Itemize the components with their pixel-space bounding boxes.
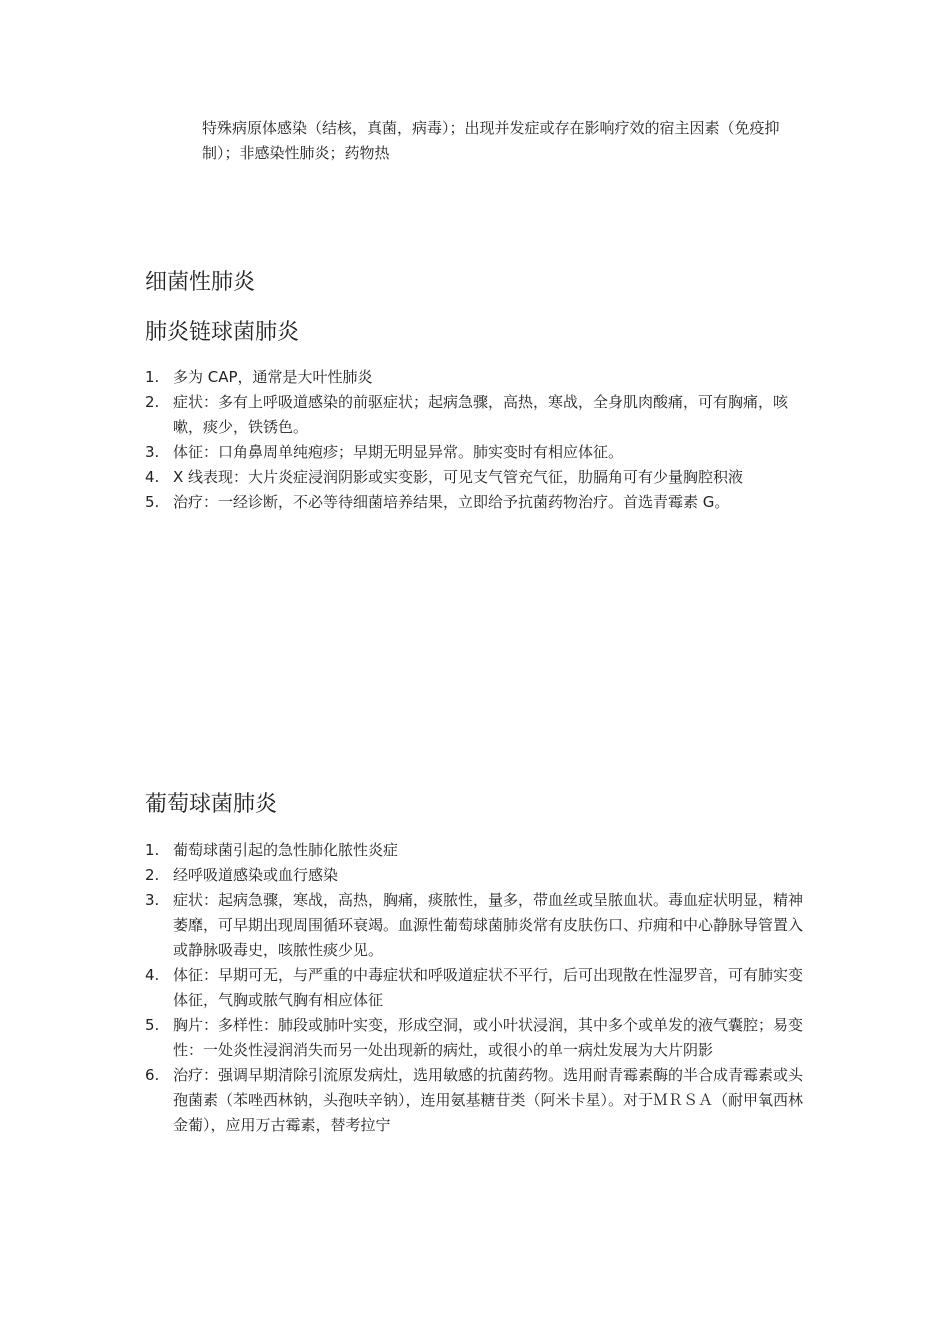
list-number: 4. xyxy=(145,966,160,984)
list-number: 5. xyxy=(145,493,160,511)
list-number: 1. xyxy=(145,841,160,859)
list-number: 4. xyxy=(145,468,160,486)
list-item xyxy=(145,838,810,863)
list-text: X 线表现：大片炎症浸润阴影或实变影，可见支气管充气征，肋膈角可有少量胸腔积液 xyxy=(173,468,744,486)
list-text: 多为 CAP，通常是大叶性肺炎 xyxy=(173,368,373,386)
list-number: 6. xyxy=(145,1066,160,1084)
pneumococcal-list xyxy=(145,365,810,515)
list-item xyxy=(145,888,810,963)
list-item xyxy=(145,440,810,465)
list-item xyxy=(145,863,810,888)
section-title-pneumococcal-pneumonia: 肺炎链球菌肺炎 xyxy=(145,320,300,345)
list-item xyxy=(145,963,810,1013)
list-item xyxy=(145,1013,810,1063)
list-number: 3. xyxy=(145,443,160,461)
list-text: 胸片：多样性：肺段或肺叶实变，形成空洞，或小叶状浸润，其中多个或单发的液气囊腔；易变性：一处炎性浸润消失而另一处出现新的病灶，或很小的单一病灶发展为大片阴影 xyxy=(173,1016,804,1059)
list-text: 治疗：一经诊断，不必等待细菌培养结果，立即给予抗菌药物治疗。首选青霉素 G。 xyxy=(173,493,730,511)
list-number: 5. xyxy=(145,1016,160,1034)
list-text: 症状：起病急骤，寒战，高热，胸痛，痰脓性，量多，带血丝或呈脓血状。毒血症状明显，精神萎靡，可早期出现周围循环衰竭。血源性葡萄球菌肺炎常有皮肤伤口、疖痈和中心静脉导管置入或静脉吸毒史，咳脓性痰少见。 xyxy=(173,891,804,959)
list-item xyxy=(145,365,810,390)
list-item xyxy=(145,490,810,515)
list-text: 症状：多有上呼吸道感染的前驱症状；起病急骤，高热，寒战，全身肌肉酸痛，可有胸痛，咳嗽，痰少，铁锈色。 xyxy=(173,393,789,436)
list-text: 葡萄球菌引起的急性肺化脓性炎症 xyxy=(173,841,399,859)
staphylococcal-list xyxy=(145,838,810,1138)
list-item xyxy=(145,1063,810,1138)
list-number: 3. xyxy=(145,891,160,909)
list-item xyxy=(145,465,810,490)
list-text: 治疗：强调早期清除引流原发病灶，选用敏感的抗菌药物。选用耐青霉素酶的半合成青霉素或头孢菌素（苯唑西林钠，头孢呋辛钠），连用氨基糖苷类（阿米卡星）。对于ＭＲＳＡ（耐甲氧西林金葡），应用万古霉素，替考拉宁 xyxy=(173,1066,804,1134)
intro-paragraph: 特殊病原体感染（结核，真菌，病毒）；出现并发症或存在影响疗效的宿主因素（免疫抑制）；非感染性肺炎；药物热 xyxy=(202,119,780,162)
list-text: 体征：早期可无，与严重的中毒症状和呼吸道症状不平行，后可出现散在性湿罗音，可有肺实变体征，气胸或脓气胸有相应体征 xyxy=(173,966,804,1009)
list-number: 2. xyxy=(145,866,160,884)
section-title-staphylococcal-pneumonia: 葡萄球菌肺炎 xyxy=(145,792,278,817)
list-number: 2. xyxy=(145,393,160,411)
list-item xyxy=(145,390,810,440)
list-number: 1. xyxy=(145,368,160,386)
list-text: 体征：口角鼻周单纯疱疹；早期无明显异常。肺实变时有相应体征。 xyxy=(173,443,624,461)
list-text: 经呼吸道感染或血行感染 xyxy=(173,866,339,884)
section-title-bacterial-pneumonia: 细菌性肺炎 xyxy=(145,270,256,295)
